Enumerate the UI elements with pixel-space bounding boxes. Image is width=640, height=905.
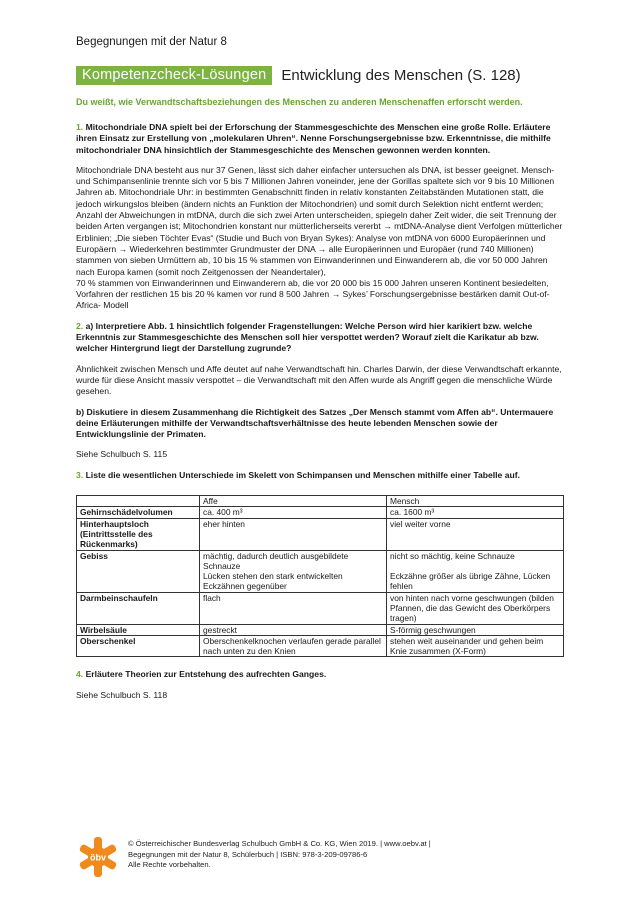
mensch-cell: Mensch bbox=[387, 496, 564, 507]
mensch-cell: von hinten nach vorne geschwungen (bilden Pfannen, die das Gewicht des Oberkörpers tragen) bbox=[387, 592, 564, 624]
question-3 bbox=[76, 470, 564, 481]
book-title: Begegnungen mit der Natur 8 bbox=[76, 36, 227, 48]
copyright-line-2: Begegnungen mit der Natur 8, Schülerbuch | ISBN: 978-3-209-09786-6 bbox=[128, 849, 368, 859]
answer-2b: Siehe Schulbuch S. 115 bbox=[76, 449, 168, 460]
affe-cell: mächtig, dadurch deutlich ausgebildete Schnauze Lücken stehen den stark entwickelten Eckzähnen gegenüber bbox=[200, 550, 387, 592]
question-number: 1. bbox=[76, 122, 84, 132]
question-2b: b) Diskutiere in diesem Zusammenhang die Richtigkeit des Satzes „Der Mensch stammt vom Affen ab“. Untermauere deine Erläuterungen mithilfe der Verwandtschaftsverhältnisse des heute lebenden Menschen sowie der Entwicklungslinie der Primaten. bbox=[76, 406, 554, 440]
affe-cell: Oberschenkelknochen verlaufen gerade parallel nach unten zu den Knien bbox=[200, 635, 387, 657]
question-1 bbox=[76, 122, 564, 156]
mensch-cell: viel weiter vorne bbox=[387, 518, 564, 550]
answer-1-continued: 70 % stammen von Einwanderinnen und Einwanderern ab, die vor 20 000 bis 15 000 Jahren unseren Kontinent besiedelten, Vorfahren der restlichen 15 bis 20 % kamen vor rund 8 500 Jahren → Sykes’ Forschungsergebnisse bestärken damit Out-of-Africa- Modell bbox=[76, 277, 550, 311]
row-label-cell: Oberschenkel bbox=[77, 635, 200, 657]
row-label-cell bbox=[77, 496, 200, 507]
row-label-cell: Wirbelsäule bbox=[77, 624, 200, 635]
row-label-cell: Hinterhauptsloch (Eintrittsstelle des Rückenmarks) bbox=[77, 518, 200, 550]
answer-4: Siehe Schulbuch S. 118 bbox=[76, 689, 168, 700]
oebv-logo-icon bbox=[76, 835, 120, 879]
svg-text:öbv: öbv bbox=[89, 852, 107, 863]
copyright-text bbox=[128, 839, 431, 871]
section-badge: Kompetenzcheck-Lösungen bbox=[76, 66, 272, 85]
skeleton-comparison-table bbox=[76, 495, 564, 657]
chapter-title: Entwicklung des Menschen (S. 128) bbox=[281, 67, 521, 84]
row-label-cell: Darmbeinschaufeln bbox=[77, 592, 200, 624]
affe-cell: gestreckt bbox=[200, 624, 387, 635]
question-number: 2. bbox=[76, 320, 84, 331]
row-label-cell: Gebiss bbox=[77, 550, 200, 592]
mensch-cell: ca. 1600 m³ bbox=[387, 507, 564, 518]
question-text: Erläutere Theorien zur Entstehung des aufrechten Ganges. bbox=[85, 669, 327, 680]
answer-2a: Ähnlichkeit zwischen Mensch und Affe deutet auf nahe Verwandtschaft hin. Charles Darwin, der diese Verwandtschaft erkannte, wurde für diese Ansicht massiv verspottet – die Verwandtschaft mit den Affen wurde als Angriff gegen die menschliche Würde gesehen. bbox=[76, 363, 562, 397]
table-row bbox=[77, 518, 564, 550]
row-label-cell: Gehirnschädelvolumen bbox=[77, 507, 200, 518]
copyright-line-3: Alle Rechte vorbehalten. bbox=[128, 860, 211, 869]
affe-cell: eher hinten bbox=[200, 518, 387, 550]
main-content bbox=[76, 122, 564, 710]
mensch-cell: S-förmig geschwungen bbox=[387, 624, 564, 635]
affe-cell: ca. 400 m³ bbox=[200, 507, 387, 518]
question-number: 4. bbox=[76, 669, 84, 680]
affe-cell: Affe bbox=[200, 496, 387, 507]
copyright-line-1: © Österreichischer Bundesverlag Schulbuch GmbH & Co. KG, Wien 2019. | www.oebv.at | bbox=[128, 839, 431, 848]
question-4 bbox=[76, 669, 564, 680]
table-row bbox=[77, 624, 564, 635]
page-header bbox=[76, 66, 521, 85]
mensch-cell: nicht so mächtig, keine Schnauze Eckzähne größer als übrige Zähne, Lücken fehlen bbox=[387, 550, 564, 592]
footer bbox=[76, 835, 431, 879]
table-row bbox=[77, 635, 564, 657]
table-row bbox=[77, 592, 564, 624]
question-text: Liste die wesentlichen Unterschiede im Skelett von Schimpansen und Menschen mithilfe einer Tabelle auf. bbox=[85, 469, 520, 480]
mensch-cell: stehen weit auseinander und gehen beim Knie zusammen (X-Form) bbox=[387, 635, 564, 657]
question-number: 3. bbox=[76, 469, 84, 480]
learning-goal: Du weißt, wie Verwandtschaftsbeziehungen des Menschen zu anderen Menschenaffen erforscht werden. bbox=[76, 97, 523, 107]
publisher-logo bbox=[76, 835, 120, 879]
question-text: Mitochondriale DNA spielt bei der Erforschung der Stammesgeschichte des Menschen eine große Rolle. Erläutere ihren Einsatz zur Erstellung von „molekularen Uhren“. Nenne Forschungsergebnisse bzw. Erkenntnisse, die mithilfe mitochondrialer DNA hinsichtlich der Stammesgeschichte des Menschen gewonnen werden konnten. bbox=[76, 122, 551, 155]
affe-cell: flach bbox=[200, 592, 387, 624]
question-text: a) Interpretiere Abb. 1 hinsichtlich folgender Fragenstellungen: Welche Person wird hier karikiert bzw. welche Erkenntnis zur Stammesgeschichte des Menschen soll hier verspottet werden? Worauf zielt die Karikatur ab bzw. welcher Hintergrund liegt der Darstellung zugrunde? bbox=[76, 320, 539, 354]
answer-1: Mitochondriale DNA besteht aus nur 37 Genen, lässt sich daher einfacher untersuchen als DNA, ist besser geeignet. Mensch- und Schimpansenlinie trennte sich vor 5 bis 7 Millionen Jahren voneinder, jene der Gorillas spaltete sich vor 9 bis 10 Millionen Jahren ab. Mitochondriale Uhr: in bestimmten Genabschnitt finden in relativ konstanten Zeitabständen Mutationen statt, die jedoch wirkungslos bleiben (ändern nichts an Funktion der Mitochondrien) und somit durch Selektion nicht entfernt werden; Anzahl der Abweichungen in mtDNA, durch die sich zwei Arten unterscheiden, spiegeln daher Zeit wider, die seit Trennung der beiden Arten vergangen ist; Mitochondrien konstant nur mütterlicherseits vererbt → mtDNA-Analyse dient Verfolgen mütterlicher Erblinien; „Die sieben Töchter Evas“ (Studie und Buch von Bryan Sykes): Analyse von mtDNA von 6000 Europäerinnen und Europäern → Wiederkehren bestimmter Grundmuster der DNA → alle Europäerinnen und Europäer (rund 740 Millionen) stammen von sieben Urmüttern ab, 10 bis 15 % stammen von Einwanderinnen und Einwanderern ab, die vor 50 000 Jahren nach Europa kamen (somit noch Zeitgenossen der Neandertaler), bbox=[76, 164, 563, 277]
question-2a bbox=[76, 321, 564, 355]
table-row bbox=[77, 550, 564, 592]
table-header-row bbox=[77, 496, 564, 507]
table-row bbox=[77, 507, 564, 518]
